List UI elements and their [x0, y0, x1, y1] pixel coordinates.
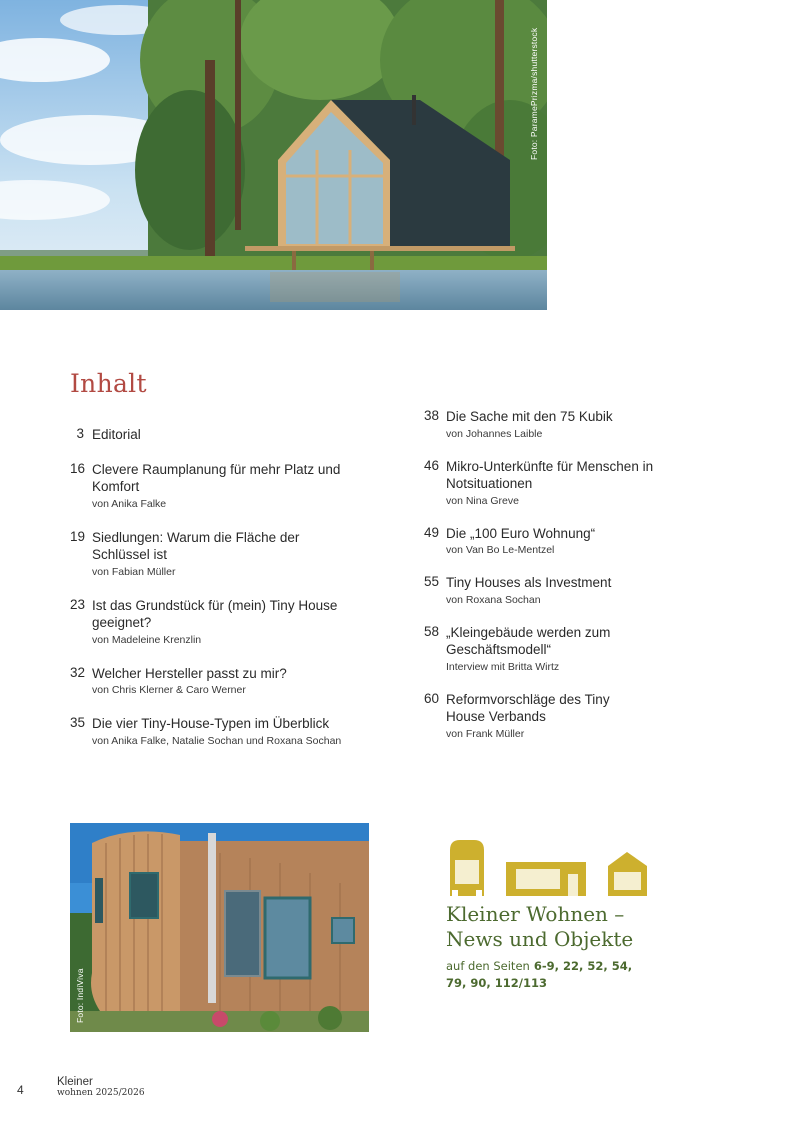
news-title-line1: Kleiner Wohnen – [446, 902, 625, 926]
toc-entry-author: von Nina Greve [446, 494, 519, 507]
house-icon-gable [608, 852, 647, 896]
news-title-line2: News und Objekte [446, 927, 634, 951]
house-icon-trailer [506, 862, 586, 896]
hero-photo-credit: Foto: ParamePrizma/shutterstock [529, 27, 539, 160]
toc-entry-title: Mikro-Unterkünfte für Menschen in Notsituationen [446, 458, 654, 491]
page-title: Inhalt [70, 369, 147, 398]
toc-left-column [70, 426, 390, 749]
toc-entry[interactable] [424, 458, 674, 509]
tiny-house-photo [70, 823, 369, 1032]
house-icon-tall [450, 840, 484, 896]
toc-entry-author: von Anika Falke, Natalie Sochan und Roxana Sochan [92, 734, 342, 747]
toc-entry-author: von Frank Müller [446, 727, 525, 740]
toc-entry-title: Die Sache mit den 75 Kubik [446, 409, 613, 424]
toc-page-number: 46 [424, 457, 440, 473]
toc-entry[interactable] [424, 691, 674, 742]
news-title [446, 902, 696, 952]
toc-entry-author: von Anika Falke [92, 497, 167, 510]
toc-page-number: 16 [70, 460, 86, 476]
toc-entry[interactable] [70, 715, 390, 749]
page-number: 4 [17, 1083, 24, 1097]
hero-illustration [0, 0, 547, 310]
tiny-house-photo-credit: Foto: IndiViva [75, 968, 85, 1023]
toc-entry-title: Clevere Raumplanung für mehr Platz und Komfort [92, 461, 341, 494]
toc-entry[interactable] [424, 624, 674, 675]
toc-entry-title: „Kleingebäude werden zum Geschäftsmodell“ [446, 624, 611, 657]
toc-entry-author: von Johannes Laible [446, 427, 543, 440]
toc-entry-title: Die „100 Euro Wohnung“ [446, 525, 596, 541]
toc-entry-title: Tiny Houses als Investment [446, 575, 612, 590]
news-teaser[interactable] [446, 838, 696, 992]
toc-page-number: 3 [76, 426, 84, 441]
toc-entry-title: Siedlungen: Warum die Fläche der Schlüssel ist [92, 529, 300, 562]
toc-entry[interactable] [424, 525, 674, 559]
toc-entry[interactable] [70, 426, 390, 444]
toc-entry[interactable] [70, 461, 390, 512]
news-pages-prefix: auf den Seiten [446, 959, 530, 973]
toc-page-number: 38 [424, 408, 440, 423]
magazine-logo-line1: Kleiner [57, 1076, 93, 1088]
toc-entry[interactable] [70, 529, 390, 580]
toc-page-number: 35 [70, 715, 86, 730]
toc-entry-title: Welcher Hersteller passt zu mir? [92, 665, 287, 681]
toc-entry-title: Die vier Tiny-House-Typen im Überblick [92, 716, 330, 731]
toc-entry-title: Editorial [92, 427, 141, 442]
news-pages [446, 958, 646, 992]
toc-entry-author: von Madeleine Krenzlin [92, 633, 202, 646]
tiny-house-illustration [70, 823, 369, 1032]
toc-entry[interactable] [70, 597, 390, 648]
toc-page-number: 55 [424, 574, 440, 589]
hero-photo [0, 0, 547, 310]
toc-right-column [424, 408, 674, 742]
toc-entry[interactable] [70, 665, 390, 699]
toc-entry-author: von Fabian Müller [92, 565, 176, 578]
toc-entry-author: Interview mit Britta Wirtz [446, 660, 560, 673]
toc-entry-author: von Roxana Sochan [446, 593, 541, 606]
news-pages-list: 6-9, 22, 52, 54, 79, 90, 112/113 [446, 959, 633, 990]
toc-page-number: 19 [70, 528, 86, 544]
toc-page-number: 23 [70, 596, 86, 612]
toc-entry[interactable] [424, 574, 674, 608]
tiny-house-icons [446, 838, 656, 898]
toc-entry[interactable] [424, 408, 674, 442]
toc-page-number: 60 [424, 690, 440, 706]
magazine-logo-line2: wohnen 2025/2026 [57, 1088, 145, 1098]
toc-entry-title: Reformvorschläge des Tiny House Verbands [446, 691, 610, 724]
toc-page-number: 58 [424, 623, 440, 639]
toc-page-number: 49 [424, 524, 440, 540]
toc-entry-author: von Chris Klerner & Caro Werner [92, 684, 246, 696]
toc-page-number: 32 [70, 664, 86, 680]
toc-entry-title: Ist das Grundstück für (mein) Tiny House geeignet? [92, 597, 338, 630]
magazine-logo [57, 1077, 145, 1099]
toc-entry-author: von Van Bo Le-Mentzel [446, 544, 555, 556]
